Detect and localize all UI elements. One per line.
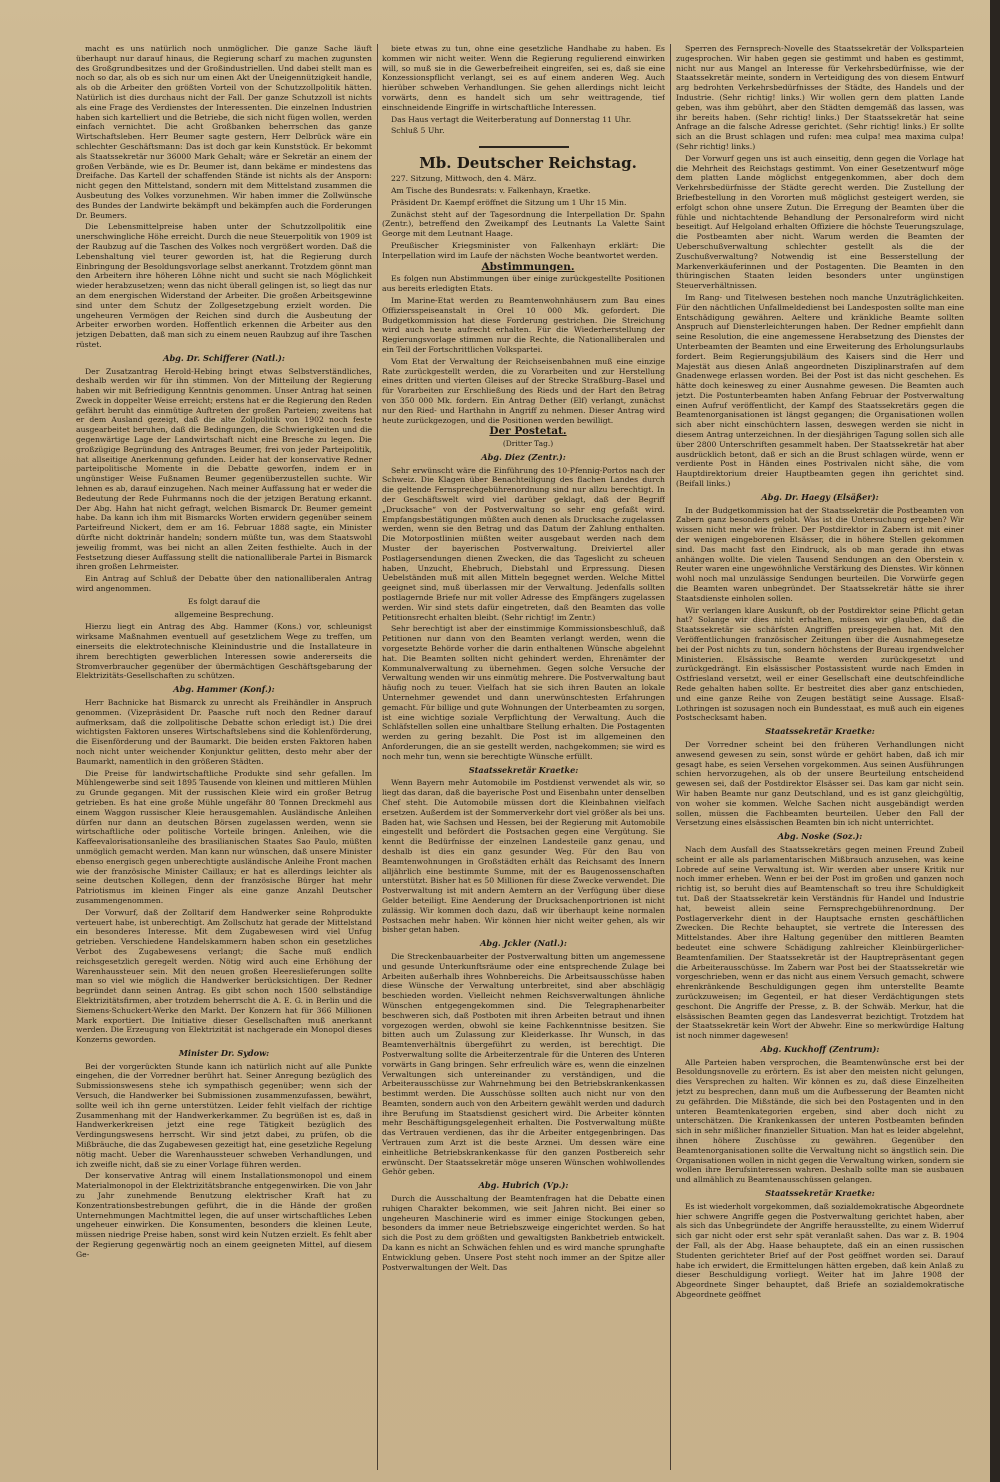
- speaker-heading: Abg. Noske (Soz.):: [777, 831, 863, 842]
- section-heading: Mb. Deutscher Reichstag.: [419, 154, 637, 173]
- paragraph: Sehr berechtigt ist aber der einstimmige Kommissionsbeschluß, daß Petitionen nur dann von den Beamten verlangt werden, wenn die vorgesetzte Behörde vorher die darin enthaltenen Wünsche abgelehnt hat. Die Beamten sollten nicht gehindert werden, Ehrenämter der Kommunalverwaltung zu übernehmen. Gegen solche Versuche der Verwaltung wenden wir uns einmütig mehrere. Die Postverwaltung baut häufig noch zu teuer. Vielfach hat sie sich ihren Bauten an lokale Unternehmer gewendet und dann unerwünschtesten Erfahrungen gemacht. Für billige und gute Wohnungen der Unterbeamten zu sorgen, ist eine wichtige soziale Verpflichtung der Verwaltung. Auch die Schläfstellen sollen eine unhaltbare Stellung erhalten. Die Postagenten werden zu gering bezahlt. Die Post ist im allgemeinen den Anforderungen, die an sie gestellt werden, nachgekommen; sie wird es noch mehr tun, wenn sie berechtigte Wünsche erfüllt.: [382, 624, 665, 761]
- paragraph: Wir verlangen klare Auskunft, ob der Postdirektor seine Pflicht getan hat? Solange wir dies nicht erhalten, müssen wir glauben, daß die Staatssekretär sie schärfsten Angriffen preisgegeben hat. Mit den Veröffentlichungen französischer Zeitungen über die Ausnahmegesetze bei der Post nichts zu tun, sondern höchstens der Bureau irgendwelcher Ministerien. Elsässische Beamte werden zurückgesetzt und zurückgedrängt. Ein elsässischer Postassistent wurde nach Emden in Ostfriesland versetzt, weil er einer Gesellschaft eine deutschfeindliche Rede gehalten haben sollte. Er bestreitet dies aber ganz entschieden, und eine ganze Reihe von Zeugen bestätigt seine Aussage. Elsaß-Lothringen ist sozusagen noch ein Bundesstaat, es muß auch ein eigenes Postschecksamt haben.: [676, 605, 964, 723]
- paragraph: Der Vorwurf, daß der Zolltarif dem Handwerker seine Rohprodukte verteuert habe, ist unberechtigt. Am Zollschutz hat gerade der Mittelstand ein besonderes Interesse. Mit dem Zugabewesen wird viel Unfug getrieben. Verschiedene Handelskammern haben schon ein gesetzliches Verbot des Zugabewesens verlangt; die Sache muß endlich reichsgesetzlich geregelt werden. Nötig wird auch eine Erhöhung der Warenhaussteuer sein. Mit den neuen großen Heereslieferungen sollte man so viel wie möglich die Handwerker berücksichtigen. Der Redner begründet dann seinen Antrag. Es gibt schon noch 1500 selbständige Elektrizitätsfirmen, aber trotzdem beherrscht die A. E. G. in Berlin und die Siemens-Schuckert-Werke den Markt. Der Konzern hat für 366 Millionen Mark exportiert. Die Initiative dieser Gesellschaften muß anerkannt werden. Die Erzeugung von Elektrizität ist nachgerade ein Monopol dieses Konzerns geworden.: [76, 907, 372, 1045]
- page-edge: [990, 0, 1000, 1482]
- paragraph: Alle Parteien haben versprochen, die Beamtenwünsche erst bei der Besoldungsnovelle zu erörtern. Es ist aber den meisten nicht gelungen, dies Versprechen zu halten. Wir können es zu, daß diese Einzelheiten jetzt zu besprechen, dann muß um die Aufbesserung der Beamten nicht zu gefährden. Die Mißstände, die sich bei den Postagenten und in den unteren Beamtenkategorien ergeben, sind aber doch nicht zu unterschätzen. Die Krankenkassen der unteren Postbeamten befinden sich in sehr mißlicher finanzieller Situation. Man hat es leider abgelehnt, ihnen höhere Zuschüsse zu gewähren. Gegenüber den Beamtenorganisationen sollte die Verwaltung nicht so ängstlich sein. Die Organisationen wollen in nicht gegen die Verwaltung wirken, sondern sie wollen ihre Berufsinteressen wahren. Deshalb sollte man sie ausbauen und allmählich zu Beamtenausschüssen gelangen.: [676, 1057, 964, 1185]
- paragraph: Bei der vorgerückten Stunde kann ich natürlich nicht auf alle Punkte eingehen, die der Vorredner berührt hat. Seiner Anregung bezüglich des Submissionswesens stehe ich sympathisch gegenüber; wenn sich der Versuch, die Handwerker bei Submissionen zusammenzufassen, bewährt, sollte weil ich ihn gerne unterstützen. Leider fehlt vielfach der richtige Zusammenhang mit der Handwerkerkammer. Zu begrüßen ist es, daß in Handwerkerkreisen jetzt eine rege Tätigkeit bezüglich des Verdingungswesens herrscht. Wir sind jetzt dabei, zu prüfen, ob die Mißbräuche, die das Zugabewesen gezeitigt hat, eine gesetzliche Regelung nötig macht. Ueber die Warenhaussteuer schweben Verhandlungen, und ich zweifle nicht, daß sie zu einer Vorlage führen werden.: [76, 1061, 372, 1169]
- speaker-heading: Abg. Diez (Zentr.):: [481, 451, 566, 462]
- column-left: [76, 44, 372, 1476]
- speaker-heading: Abg. Hammer (Konf.):: [173, 684, 275, 695]
- speaker-heading: Staatssekretär Kraetke:: [468, 764, 579, 775]
- paragraph: Wenn Bayern mehr Automobile im Postdienst verwendet als wir, so liegt das daran, daß die bayerische Post und Eisenbahn unter denselben Chef steht. Die Automobile müssen dort die Kleinbahnen vielfach ersetzen. Außerdem ist der Sommerverkehr dort viel größer als bei uns. Baden hat, wie Sachsen und Hessen, bei der Regierung mit Automobile eingestellt und befördert die Postsachen gegen eine Vergütung. Sie kennt die Bedürfnisse der einzelnen Landesteile ganz genau, und deshalb ist dies ein ganz gesunder Weg. Für den Bau von Beamtenwohnungen in Großstädten erhält das Reichsamt des Innern alljährlich eine bestimmte Summe, mit der es Baugenossenschaften unterstützt. Bisher hat es 50 Millionen für diese Zwecke verwendet. Die Postverwaltung ist mit andern Aemtern an der Verfügung über diese Gelder beteiligt. Eine Aenderung der Drucksachenportrionen ist nicht zulässig. Wir kommen doch dazu, daß wir überhaupt keine normalen Postsachen mehr haben. Wir können hier nicht weiter gehen, als wir bisher getan haben.: [382, 778, 665, 935]
- paragraph: Ein Antrag auf Schluß der Debatte über den nationalliberalen Antrag wird angenommen.: [76, 574, 372, 594]
- paragraph: Der Vorwurf gegen uns ist auch einseitig, denn gegen die Vorlage hat die Mehrheit des Reichstags gestimmt. Von einer Gesetzentwurf möge dem platten Lande möglichst entgegenkommen, aber doch dem Verkehrsbedürfnisse der Städte gerecht werden. Die Zustellung der Briefbestellung in den Vororten muß möglichst gesteigert werden, sie erfolgt schon ohne unsere Zutun. Die Erregung der Beamten über die fühle und nichtachtende Behandlung der Personalreform wird nicht beseitigt. Auf Helgoland erhalten Offiziere die höchste Teuerungszulage, die Postbeamten aber nicht. Warum werden die Beamten der Ueberschußverwaltung schlechter gestellt als die der Zuschußverwaltung? Notwendig ist eine Besserstellung der Markenverkäuferinnen und der Postagenten. Die Beamten in den thüringischen Staaten leiden besonders unter ungünstigen Steuerverhältnissen.: [676, 153, 964, 291]
- paragraph: Die Lebensmittelpreise haben unter der Schutzzollpolitik eine unerschwingliche Höhe erreicht. Durch die neue Steuerpolitik von 1909 ist der Raubzug auf die Taschen des Volkes noch vergrößert worden. Daß die Lebenshaltung viel teurer geworden ist, hat die Regierung durch Einbringung der Besoldungsvorlage selbst anerkannt. Trotzdem gönnt man den Arbeitern ihre höheren Löhne nicht und sucht sie nach Möglichkeit wieder herabzusetzen; wenn das nicht überall gelingen ist, so liegt das nur an dem energischen Widerstand der Arbeiter. Die großen Arbeitsgewinne sind unter dem Schutz der Zollgesetzgebung erzielt worden. Die ungeheuren Vermögen der Reichen sind durch die Ausbeutung der Arbeiter erworben worden. Hoffentlich erkennen die Arbeiter aus den jetzigen Debatten, daß man sich zu einem neuen Raubzug auf ihre Taschen rüstet.: [76, 222, 372, 349]
- paragraph: Im Rang- und Titelwesen bestehen noch manche Unzuträglichkeiten. Für den nächtlichen Unfallmeldedienst bei Landesposten sollte man eine Entschädigung gewähren. Aeltere und kränkliche Beamte sollten Anspruch auf Diensterleichterungen haben. Der Redner empfiehlt dann seine Resolution, die eine angemessene Herabsetzung des Dienstes der Unterbeamten der Beamten und eine Erweiterung des Erholungsurlaubs fordert. Beim Regierungsjubiläum des Kaisers sind die Herr und Majestät aus diesen Anlaß angeordneten Disziplinarstrafen auf dem Gnadenwege erlassen worden. Bei der Post ist das nicht geschehen. Es hätte doch keinesweg zu einer Ausnahme gewesen. Die Beamten auch jetzt. Die Postunterbeamten haben Anfang Februar der Postverwaltung einen Aufruf veröffentlicht, der Kampf des Staatssekretärs gegen die Beamtenorganisationen ist längst gegangen; die Organisationen wollen sich aber nicht einschüchtern lassen, deswegen werden sie nicht in diesem Antrag unterzeichnen. In der diesjährigen Tagung sollen sich alle über 2800 Unterschriften gesammelt haben. Der Staatssekretär hat aber ausdrücklich betont, daß er sich an die Brust schlagen würde, wenn er verdiente Post in Händen eines Postrivalen nicht sähe, die vom Hauptdirektorium dreier Hauptbeamten gegen ihn gerichtet sind. (Beifall links.): [676, 292, 964, 489]
- paragraph: Zunächst steht auf der Tagesordnung die Interpellation Dr. Spahn (Zentr.), betreffend den Zweikampf des Leutnants La Valette Saint George mit dem Leutnant Haage.: [382, 209, 665, 239]
- separator-rule: [479, 146, 569, 148]
- column-rule: [377, 44, 378, 1470]
- speaker-heading: Minister Dr. Sydow:: [178, 1047, 270, 1058]
- paragraph: Hierzu liegt ein Antrag des Abg. Hammer (Kons.) vor, schleunigst wirksame Maßnahmen eventuell auf gesetzlichem Wege zu treffen, um einerseits die elektrotechnische Kleinindustrie und die Installateure in ihrem berechtigten gewerblichen Interessen sowie andererseits die Stromverbraucher gegenüber der übermächtigen Geschäftsgebarung der Elektrizitäts-Gesellschaften zu schützen.: [76, 622, 372, 681]
- paragraph: Am Tische des Bundesrats: v. Falkenhayn, Kraetke.: [391, 185, 591, 195]
- speaker-heading: Abg. Dr. Schifferer (Natl.):: [163, 352, 285, 363]
- speaker-heading: Abg. Hubrich (Vp.):: [478, 1180, 569, 1191]
- paragraph: Präsident Dr. Kaempf eröffnet die Sitzung um 1 Uhr 15 Min.: [391, 197, 627, 207]
- subsection-heading: Der Postetat.: [489, 425, 567, 438]
- paragraph: Nach dem Ausfall des Staatssekretärs gegen meinen Freund Zubeil scheint er alle als parlamentarischen Mißbrauch anzusehen, was keine Lobrede auf seine Verwaltung ist. Wir werden aber unsere Kritik nur noch immer erheben. Wenn er bei der Post im großen und ganzen noch richtig ist, so beruht dies auf Beamtenschaft so treu ihre Schuldigkeit tut. Daß der Staatssekretär kein Verständnis für Handel und Industrie hat, beweist allein seine Fernsprechgebührenordnung. Der Postlagerverkehr dient in der Hauptsache ernsten geschäftlichen Zwecken. Die Rechte behauptet, sie vertrete die Interessen des Mittelstandes. Aber ihre Haltung gegenüber den mittleren Beamten bedeutet eine schwere Schädigung zahlreicher Kleinbürgerlicher-Beamtenfamilien. Der Staatssekretär ist der Hauptrepräsentant gegen die Arbeiterausschüsse. Im Zabern war Post bei der Staatssekretär wie vorgeschrieben, wenn er das nicht aus einem Versuch gemacht, schwere ehrenkränkende Beschuldigungen gegen ihm unterstellte Beamte zurückzuweisen; im Gegenteil, er hat dieser Verdächtigungen stets geschont. Die Angriffe der Presse, z. B. der Schwäb. Merkur, hat die elsässischen Beamten gegen das Landesverrat bezichtigt. Trotzdem hat der Staatssekretär kein Wort der Abwehr. Eine so merkwürdige Haltung ist noch nimmer dagewesen!: [676, 844, 964, 1041]
- paragraph: Die Streckenbauarbeiter der Postverwaltung bitten um angemessene und gesunde Unterkunftsräume oder eine entsprechende Zulage bei Arbeiten außerhalb ihres Wohnbereichs. Die Arbeitsausschüsse haben diese Wünsche der Verwaltung unterbreitet, sind aber abschlägig beschieden worden. Vielleicht nehmen Reichsverwaltungen ähnliche Wünschen entgegengekommen sind. Die Telegraphenarbeiter beschweren sich, daß Postboten mit ihren Arbeiten betraut und ihnen vorgezogen werden, obwohl sie keine Fachkenntnisse besitzen. Sie bitten auch um Zulassung zur Kleiderkasse. Ihr Wunsch, in das Beamtenverhältnis übergeführt zu werden, ist berechtigt. Die Postverwaltung sollte die Arbeiterzentrale für die Unteren des Unteren vorwärts in Gang bringen. Sehr erfreulich wäre es, wenn die einzelnen Verwaltungen sich untereinander zu verständigen, und die Arbeiterausschüsse zur Wahrnehmung bei den Betriebskrankenkassen bestimmt werden. Die Ausschüsse sollten auch nicht nur von den Beamten, sondern auch von den Arbeitern gewählt werden und dadurch ihre Berufung im Staatsdienst gesichert wird. Die Arbeiter könnten mehr Beschäftigungsgelegenheit erhalten. Die Postverwaltung müßte das Vertrauen verdienen, das ihr die Arbeiter entgegenbringen. Das Vertrauen zum Arzt ist die beste Arznei. Um dessen wäre eine einheitliche Betriebskrankenkasse für den ganzen Postbereich sehr erwünscht. Der Staatssekretär möge unseren Wünschen wohlwollendes Gehör geben.: [382, 951, 665, 1177]
- subsection-note: (Dritter Tag.): [502, 439, 554, 449]
- paragraph: Im Marine-Etat werden zu Beamtenwohnhäusern zum Bau eines Offiziersspeiseanstalt in Orel 10 000 Mk. gefordert. Die Budgetkommission hat diese Forderung gestrichen. Die Streichung wird auch heute aufrecht erhalten. Für die Wiederherstellung der Regierungsvorlage stimmen nur die Rechte, die Nationalliberalen und ein Teil der Fortschrittlichen Volkspartei.: [382, 295, 665, 354]
- column-rule: [670, 44, 671, 1470]
- paragraph: In der Budgetkommission hat der Staatssekretär die Postbeamten von Zabern ganz besonders gelobt. Was ist die Untersuchung ergeben? Wir wissen nicht mehr wie früher. Der Postdirektor in Zabern ist mit einer der wenigen eingeborenen Elsässer, die in höhere Stellen gekommen sind. Das macht fast den Eindruck, als ob man gerade ihn etwas anhängen wollte. Die vielen Tausend Sendungen an den Oberstein v. Reuter waren eine ungewöhnliche Verstärkung des Dienstes. Wir können wohl noch mal unzulässige Sendungen beurteilen. Die Vorwürfe gegen die Beamten waren unbegründet. Der Staatssekretär hätte sie ihrer Staatsdienste einholen sollen.: [676, 505, 964, 603]
- paragraph: biete etwas zu tun, ohne eine gesetzliche Handhabe zu haben. Es kommen wir nicht weiter. Wenn die Regierung regulierend einwirken will, so muß sie in die Gewerbefreiheit eingreifen, sei es, daß sie eine Konzessionspflicht verlangt, sei es auf einem anderen Weg. Auch hierüber schweben Verhandlungen. Sie gehen allerdings nicht leicht vorwärts, denn es handelt sich um sehr weittragende, tief einschneidende Eingriffe in wirtschaftliche Interessen.: [382, 44, 665, 112]
- paragraph: allgemeine Besprechung.: [174, 609, 274, 619]
- paragraph: Durch die Ausschaltung der Beamtenfragen hat die Debatte einen ruhigen Charakter bekommen, wie seit Jahren nicht. Bei einer so ungeheuren Maschinerie wird es immer einige Stockungen geben, besonders da immer neue Betriebszweige eingerichtet werden. So hat sich die Post zu dem größten und gewaltigsten Bankbetrieb entwickelt. Da kann es nicht an Schwächen fehlen und es wird manche sprunghafte Entwicklung geben. Unsere Post steht noch immer an der Spitze aller Postverwaltungen der Welt. Das: [382, 1194, 665, 1272]
- column-middle: [382, 44, 665, 1476]
- speaker-heading: Abg. Kuckhoff (Zentrum):: [760, 1043, 880, 1054]
- paragraph: Es folgen nun Abstimmungen über einige zurückgestellte Positionen aus bereits erledigten Etats.: [382, 274, 665, 294]
- paragraph: Sehr erwünscht wäre die Einführung des 10-Pfennig-Portos nach der Schweiz. Die Klagen über Benachteiligung des flachen Landes durch die geltende Fernsprechgebührenordnung sind nur allzu berechtigt. In der Geschäftswelt wird viel darüber geklagt, daß der Begriff „Drucksache“ von der Postverwaltung so sehr eng gefaßt wird. Empfangsbestätigungen müßten auch denen als Drucksache zugelassen werden, wenn sie den Betrag und das Datum der Zahlung enthalten. Die Motorpostlinien müßten weiter ausgebaut werden nach dem Muster der bayerischen Postverwaltung. Dreiviertel aller Postlagersendungen dienen Zwecken, die das Tageslicht zu scheuen haben, Unzucht, Ehebruch, Diebstahl und Erpressung. Diesen Uebelständen muß mit allen Mitteln begegnet werden. Welche Mittel geeignet sind, muß überlassen mir der Verwaltung. Jedenfalls sollten postlagernde Briefe nur mit voller Adresse des Empfängers zugelassen werden. Wir sind stets dafür eingetreten, daß den Beamten das volle Petitionsrecht erhalten bleibt. (Sehr richtig! im Zentr.): [382, 465, 665, 622]
- paragraph: Schluß 5 Uhr.: [391, 126, 445, 136]
- paragraph: Der Vorredner scheint bei den früheren Verhandlungen nicht anwesend gewesen zu sein, sonst würde er gehört haben, daß ich mir gesagt habe, es seien Versehen vorgekommen. Aus seinen Ausführungen schien hervorzugehen, als ob der unsere Beurteilung entscheidend gewesen sei, daß der Postdirektor Elsässer sei. Das kam gar nicht sein. Wir haben Beamte nur ganz Deutschland, und es ist ganz gleichgültig, von woher sie kommen. Welche Sachen nicht ausgebändigt werden sollen, müssen die Fachbeamten beurteilen. Ueber den Fall der Versetzung eines elsässischen Beamten bin ich nicht unterrichtet.: [676, 739, 964, 828]
- paragraph: Herr Bachnicke hat Bismarck zu unrecht als Freihändler in Anspruch genommen. (Vizepräsident Dr. Paasche ruft noch den Redner darauf aufmerksam, daß die zollpolitische Debatte schon erledigt ist.) Die drei wichtigsten Faktoren unseres Wirtschaftslebens sind die Kohlenförderung, die Eisenförderung und der Baumarkt. Die beiden ersten Faktoren haben noch nicht unter weichender Konjunktur gelitten, desto mehr aber der Baumarkt, namentlich in den größeren Städten.: [76, 698, 372, 766]
- paragraph: Die Preise für landwirtschaftliche Produkte sind sehr gefallen. Im Mühlengewerbe sind seit 1895 Tausende von kleinen und mittleren Mühlen zu Grunde gegangen. Mit der russischen Kleie wird ein großer Betrug getrieben. Es hat eine große Mühle ungefähr 80 Tonnen Dreckmehl aus einem Waggon russischer Kleie herausgemahlen. Ausländische Anleihen dürfen nur dann an deutschen Börsen zugelassen werden, wenn sie wirtschaftliche oder politische Vorteile bringen. Anleihen, wie die Kaffeevalorisationsanleihe des brasilianischen Staates Sao Paulo, müßten unmöglich gemacht werden. Man kann nur wünschen, daß unsere Minister ebenso energisch gegen unberechtigte ausländische Anleihe Front machen wie der französische Minister Caillaux; er hat es allerdings leichter als seine deutschen Kollegen, denn der französische Bürger hat mehr Patriotismus im kleinen Finger als eine ganze Anzahl Deutscher zusammengenommen.: [76, 768, 372, 905]
- paragraph: Der Zusatzantrag Herold-Hebing bringt etwas Selbstverständliches, deshalb werden wir für ihn stimmen. Von der Mitteilung der Regierung haben wir mit Befriedigung Kenntnis genommen. Unser Antrag hat seinen Zweck in doppelter Weise erreicht; erstens hat er die Regierung den Reden gefährt beruht das einmütige Auftreten der großen Parteien; zweitens hat er dem Ausland gezeigt, daß die alte Zollpolitik von 1902 noch feste ausgearbeitet beruhen, daß die Bedingungen, die Schwierigkeiten und die gegenwärtige Lage der Landwirtschaft nicht eine Bresche zu legen. Die großzügige Begründung des Antrages Beumer, frei von jeder Parteipolitik, hat allseitige Anerkennung gefunden. Leider hat der konservative Redner parteipolitische Momente in die Debatte geworfen, indem er in ungünstiger Weise Fußnamen Beumer gegenüberzustellen suchte. Wir lehnen es ab, darauf einzugehen. Nach meiner Auffassung hat er weder die Bedeutung der Rede Fuhrmanns noch die der jetzigen Beratung erkannt. Der Abg. Hahn hat nicht gefragt, welchen Bismarck Dr. Beumer gemeint habe. Da kann ich ihm mit Bismarcks Worten erwidern gegenüber seinem Parteifreund Nickert, dem er am 16. Februar 1888 sagte, ein Minister dürfte nicht doktrinär handeln; sondern müßte tun, was dem Staatswohl jeweilig frommt, was bei nicht an allen Zeiten festhielte. Auch in der Festsetzung dieser Auffassung stellt die nationalliberale Partei in Bismarck ihren großen Lehrmeister.: [76, 366, 372, 572]
- paragraph: Es folgt darauf die: [187, 596, 261, 606]
- paragraph: Preußischer Kriegsminister von Falkenhayn erklärt: Die Interpellation wird im Laufe der nächsten Woche beantwortet werden.: [382, 240, 665, 260]
- speaker-heading: Abg. Dr. Haegy (Elsäßer):: [761, 491, 879, 502]
- paragraph: Das Haus vertagt die Weiterberatung auf Donnerstag 11 Uhr.: [391, 114, 632, 124]
- paragraph: Es ist wiederholt vorgekommen, daß sozialdemokratische Abgeordnete hier schwere Angriffe gegen die Postverwaltung gerichtet haben, aber als sich das Unbegründete der Angriffe herausstellte, zu einem Widerruf sich gar nicht oder erst sehr spät veranlaßt sahen. Das war z. B. 1904 der Fall, als der Abg. Haase behauptete, daß ein an einen russischen Studenten gerichteter Brief auf der Post geöffnet worden sei. Darauf habe ich erwidert, die Ermittelungen hätten ergeben, daß kein Anlaß zu dieser Beschuldigung vorliegt. Weiter hat im Jahre 1908 der Abgeordnete Singer behauptet, daß Briefe an sozialdemokratische Abgeordnete geöffnet: [676, 1201, 964, 1300]
- column-right: [676, 44, 964, 1476]
- speaker-heading: Abg. Jckler (Natl.):: [480, 938, 567, 949]
- paragraph: Vom Etat der Verwaltung der Reichseisenbahnen muß eine einzige Rate zurückgestellt werden, die zu Vorarbeiten und zur Herstellung eines dritten und vierten Gleises auf der Strecke Straßburg–Basel und für Vorarbeiten zur Erschließung des Rieds und der Hart den Betrag von 350 000 Mk. fordern. Ein Antrag Dether (Elf) verlangt, zunächst nur den Ried- und Harthahn in Angriff zu nehmen. Dieser Antrag wird heute zurückgezogen, und die Positionen werden bewilligt.: [382, 356, 665, 425]
- paragraph: 227. Sitzung, Mittwoch, den 4. März.: [391, 174, 537, 184]
- paragraph: Sperren des Fernsprech-Novelle des Staatssekretär der Volksparteien zugesprochen. Wir haben gegen sie gestimmt und haben es gestimmt, nicht nur aus Mangel an Interesse für Verkehrsbedürfnisse, wie der Staatssekretär meinte, sondern in Verteidigung des von diesem Entwurf arg bedrohten Verkehrsbedürfnisses der Städte, des Handels und der Industrie. (Sehr richtig! links.) Wir wollen gern dem platten Lande geben, was ihm gebührt, aber den Städten demgemäß das lassen, was ihr bereits haben. (Sehr richtig! links.) Der Staatssekretär hat seine Anfrage an die falsche Adresse gerichtet. (Sehr richtig! links.) Er sollte sich an die Brust schlagen und rufen: mea culpa! mea maxima culpa! (Sehr richtig! links.): [676, 44, 964, 151]
- paragraph: macht es uns natürlich noch unmöglicher. Die ganze Sache läuft überhaupt nur darauf hinaus, die Regierung scharf zu machen zugunsten des Großgrundbesitzes und der Großindustriellen. Und dabei stellt man es noch so dar, als ob es sich nur um einen Akt der Uneigennützigkeit handle, als ob die Arbeiter den größten Vorteil von der Schutzzollpolitik hätten. Natürlich ist dies durchaus nicht der Fall. Der ganze Schutzzoll ist nichts als eine Frage des Verdienstes der Interessenten. Die einzelnen Industrien haben sich kartelliert und die Betriebe, die sich nicht fügen wollen, werden einfach vernichtet. Die acht Großbanken beherrschen das ganze Wirtschaftsleben. Herr Beumer sagte gestern, Herr Delbrück wäre ein schlechter Geschäftsmann: Das ist doch gar kein Kunststück. Er bekommt als Staatssekretär nur 36000 Mark Gehalt; wäre er Sekretär an einem der großen Verbände, wie es Dr. Beumer ist, dann bekäme er mindestens das Dreifache. Das Kartell der schaffenden Stände ist nichts als der Ansporn: nicht gegen den Mittelstand, sondern mit dem Mittelstand zusammen die Ausbeutung des Volkes vorzunehmen. Wir haben immer die Zollwünsche des Bundes der Landwirte bekämpft und bekämpfen auch die Forderungen Dr. Beumers.: [76, 44, 372, 220]
- speaker-heading: Staatssekretär Kraetke:: [765, 726, 875, 737]
- subsection-heading: Abstimmungen.: [481, 260, 575, 273]
- speaker-heading: Staatssekretär Kraetke:: [765, 1188, 875, 1199]
- paragraph: Der konservative Antrag will einem Installationsmonopol und einem Materialmonopol in der Elektrizitätsbranche entgegenwirken. Die von Jahr zu Jahr zunehmende Benutzung elektrischer Kraft hat zu Konzentrationsbestrebungen geführt, die in die Hände der großen Unternehmungen Machtmittel legen, die auf unser wirtschaftliches Leben ungeheuer einwirken. Die Konsumenten, besonders die kleinen Leute, müssen niedrige Preise haben, sonst wird kein Nutzen erzielt. Es fehlt aber der Regierung gegenwärtig noch an einem geeigneten Mittel, auf diesem Ge-: [76, 1171, 372, 1259]
